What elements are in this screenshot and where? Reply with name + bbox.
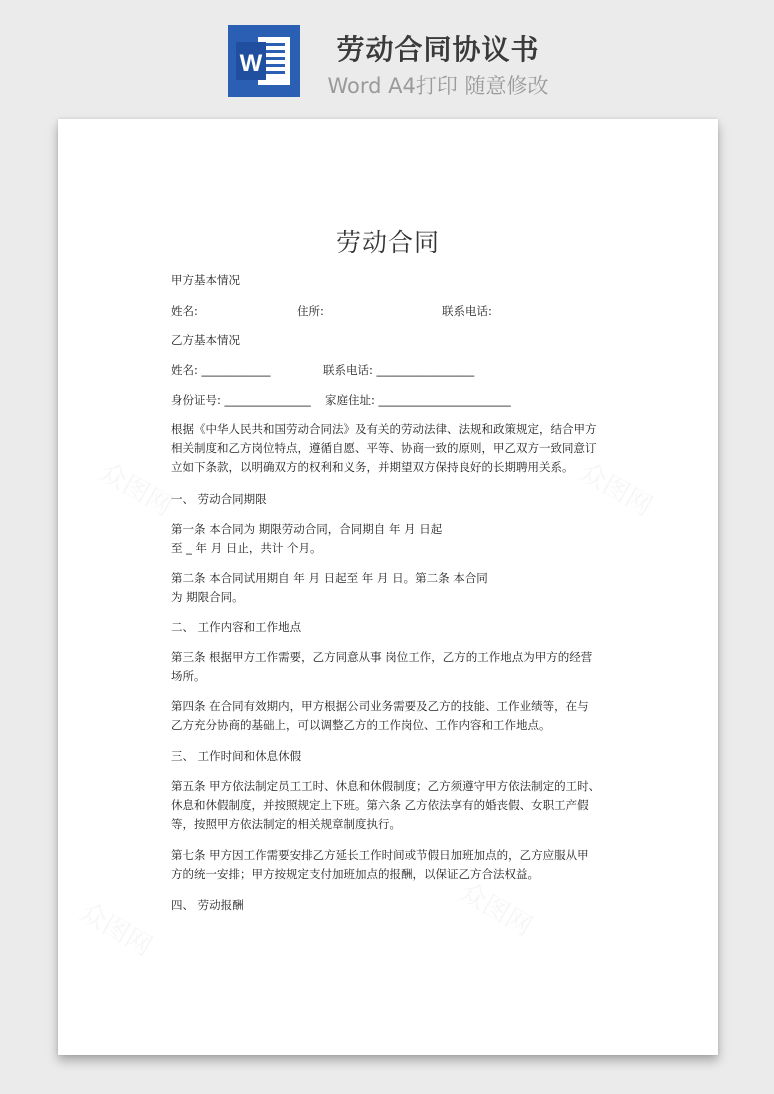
party-b-heading: 乙方基本情况 xyxy=(171,333,240,347)
article-1-line-1: 第一条 本合同为 期限劳动合同，合同期自 年 月 日起 xyxy=(171,522,443,536)
party-a-name-label: 姓名: xyxy=(171,304,198,318)
party-b-id-field: 身份证号: _______________ xyxy=(171,393,311,407)
word-icon-letter: W xyxy=(239,50,263,77)
article-4: 第四条 在合同有效期内，甲方根据公司业务需要及乙方的技能、工作业绩等，在与乙方充分协商的基础上，可以调整乙方的工作岗位、工作内容和工作地点。 xyxy=(171,699,589,732)
article-1-line-2: 至 _ 年 月 日止，共计 个月。 xyxy=(171,541,322,555)
document-title: 劳动合同 xyxy=(335,228,440,257)
party-a-address-label: 住所: xyxy=(297,304,324,318)
section-heading-2: 二、 工作内容和工作地点 xyxy=(171,620,302,634)
party-b-row-1 xyxy=(171,361,611,380)
header-subtitle: Word A4打印 随意修改 xyxy=(327,74,549,98)
article-7: 第七条 甲方因工作需要安排乙方延长工作时间或节假日加班加点的，乙方应服从甲方的统一安排；甲方按规定支付加班加点的报酬，以保证乙方合法权益。 xyxy=(171,848,589,881)
article-2-line-1: 第二条 本合同试用期自 年 月 日起至 年 月 日。第二条 本合同 xyxy=(171,571,488,585)
header xyxy=(0,0,774,110)
intro-paragraph: 根据《中华人民共和国劳动合同法》及有关的劳动法律、法规和政策规定，结合甲方相关制度和乙方岗位特点，遵循自愿、平等、协商一致的原则，甲乙双方一致同意订立如下条款，以明确双方的权利和义务，并期望双方保持良好的长期聘用关系。 xyxy=(171,422,597,474)
party-a-heading: 甲方基本情况 xyxy=(171,273,240,287)
article-5: 第五条 甲方依法制定员工工时、休息和休假制度；乙方须遵守甲方依法制定的工时、休息和休假制度，并按照规定上下班。第六条 乙方依法享有的婚丧假、女职工产假等，按照甲方依法制定的相关规章制度执行。 xyxy=(171,779,601,831)
party-b-home-field: 家庭住址: _______________________ xyxy=(325,393,511,407)
word-icon xyxy=(228,25,300,97)
watermark: 众图网 xyxy=(74,897,158,963)
document-page xyxy=(58,119,718,1055)
article-2-line-2: 为 期限合同。 xyxy=(171,590,244,604)
section-heading-3: 三、 工作时间和休息休假 xyxy=(171,749,302,763)
party-b-row-2 xyxy=(171,391,611,410)
section-heading-1: 一、 劳动合同期限 xyxy=(171,492,267,506)
watermark: 众图网 xyxy=(454,877,538,943)
watermark: 众图网 xyxy=(574,457,658,523)
party-b-phone-field: 联系电话: _________________ xyxy=(323,363,475,377)
party-b-name-field: 姓名: ____________ xyxy=(171,363,271,377)
party-a-phone-label: 联系电话: xyxy=(442,304,492,318)
section-heading-4: 四、 劳动报酬 xyxy=(171,898,244,912)
party-a-fields xyxy=(171,302,611,321)
article-3: 第三条 根据甲方工作需要，乙方同意从事 岗位工作，乙方的工作地点为甲方的经营场所。 xyxy=(171,650,593,683)
watermark: 众图网 xyxy=(94,457,178,523)
header-title: 劳动合同协议书 xyxy=(336,33,540,66)
